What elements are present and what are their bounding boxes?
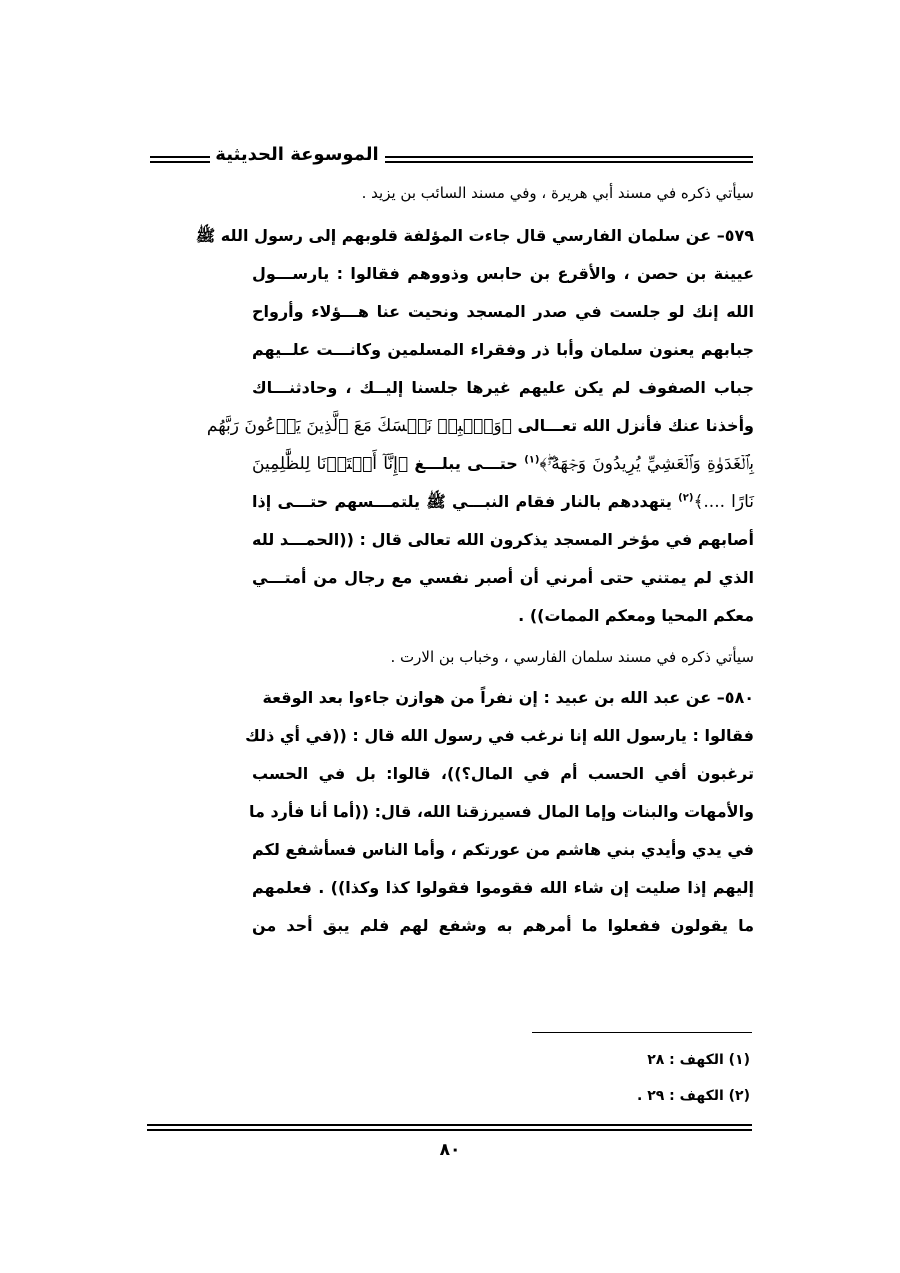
hadith-579-line-11: معكم المحيا ومعكم الممات)) .: [518, 606, 754, 625]
hadith-580-line-2: فقالوا : يارسول الله إنا نرغب في رسول الله قال : ((في أي ذلك: [245, 726, 754, 745]
bottom-rule-2: [147, 1129, 752, 1131]
hadith-579-line-2: عيينة بن حصن ، والأقرع بن حابس وذووهم فقالوا : يارســـول: [252, 264, 754, 283]
hadith-579-line-6: [206, 414, 754, 438]
header-rule-left: [150, 156, 210, 158]
hadith-580-line-3: ترغبون أفي الحسب أم في المال؟))، قالوا: بل في الحسب: [252, 764, 754, 783]
hadith-579-line-8: [252, 490, 754, 514]
middle-note: سيأتي ذكره في مسند سلمان الفارسي ، وخباب بن الارت .: [390, 648, 754, 666]
hadith-579-line-7: [252, 452, 754, 476]
header-rule-left-2: [150, 161, 210, 163]
footnote-ref-1: (١): [524, 454, 540, 466]
hadith-579-line-10: الذي لم يمتني حتى أمرني أن أصبر نفسي مع رجال من أمتـــي: [252, 568, 754, 587]
quran-verse-2b: نَارًا ....﴾: [693, 492, 755, 512]
hadith-579-line-4: جبابهم يعنون سلمان وأبا ذر وفقراء المسلمين وكانـــت علــيهم: [252, 340, 754, 359]
quran-verse-1b: بِٱلۡغَدَوٰةِ وَٱلۡعَشِيِّ يُرِيدُونَ وَجۡهَهُۥۖ﴾: [539, 454, 755, 474]
bottom-rule-1: [147, 1124, 752, 1126]
hadith-579-line-3: الله إنك لو جلست في صدر المسجد ونحيت عنا هـــؤلاء وأرواح: [252, 302, 754, 321]
line-7-text: حتـــى يبلـــغ: [414, 454, 518, 473]
footnote-separator: [532, 1032, 752, 1033]
hadith-580-line-7: ما يقولون ففعلوا ما أمرهم به وشفع لهم فلم يبق أحد من: [252, 916, 754, 935]
hadith-580-line-6: إليهم إذا صليت إن شاء الله فقوموا فقولوا كذا وكذا)) . فعلمهم: [252, 878, 754, 897]
hadith-579-line-1: ٥٧٩– عن سلمان الفارسي قال جاءت المؤلفة قلوبهم إلى رسول الله ﷺ: [195, 226, 754, 245]
hadith-580-line-4: والأمهات والبنات وإما المال فسيرزقنا الله، قال: ((أما أنا فأرد ما: [248, 802, 754, 821]
line-6-text: وأخذنا عنك فأنزل الله تعـــالى: [517, 416, 754, 435]
hadith-579-line-5: جباب الصفوف لم يكن عليهم غيرها جلسنا إليــك ، وحادثنـــاك: [252, 378, 754, 397]
footnote-ref-2: (٢): [678, 492, 694, 504]
line-8-text: يتهددهم بالنار فقام النبـــي ﷺ يلتمـــسهم حتـــى إذا: [252, 492, 672, 511]
hadith-579-line-9: أصابهم في مؤخر المسجد يذكرون الله تعالى قال : ((الحمـــد لله: [252, 530, 754, 549]
intro-note: سيأتي ذكره في مسند أبي هريرة ، وفي مسند السائب بن يزيد .: [361, 184, 754, 202]
quran-verse-2a: ﴿إِنَّآ أَعۡتَدۡنَا لِلظَّٰلِمِينَ: [252, 454, 409, 474]
footnote-1: (١) الكهف : ٢٨: [647, 1052, 750, 1068]
footnote-2: (٢) الكهف : ٢٩ .: [637, 1088, 750, 1104]
header-rule-right: [385, 156, 753, 158]
header-rule-right-2: [385, 161, 753, 163]
hadith-580-line-5: في يدي وأيدي بني هاشم من عورتكم ، وأما الناس فسأشفع لكم: [252, 840, 754, 859]
hadith-580-line-1: ٥٨٠– عن عبد الله بن عبيد : إن نفراً من هوازن جاءوا بعد الوقعة: [262, 688, 754, 707]
page-number: ٨٠: [439, 1140, 461, 1160]
header-title: الموسوعة الحديثية: [215, 144, 379, 165]
quran-verse-1a: ﴿وَٱصۡبِرۡ نَفۡسَكَ مَعَ ٱلَّذِينَ يَدۡعُونَ رَبَّهُم: [206, 416, 512, 436]
